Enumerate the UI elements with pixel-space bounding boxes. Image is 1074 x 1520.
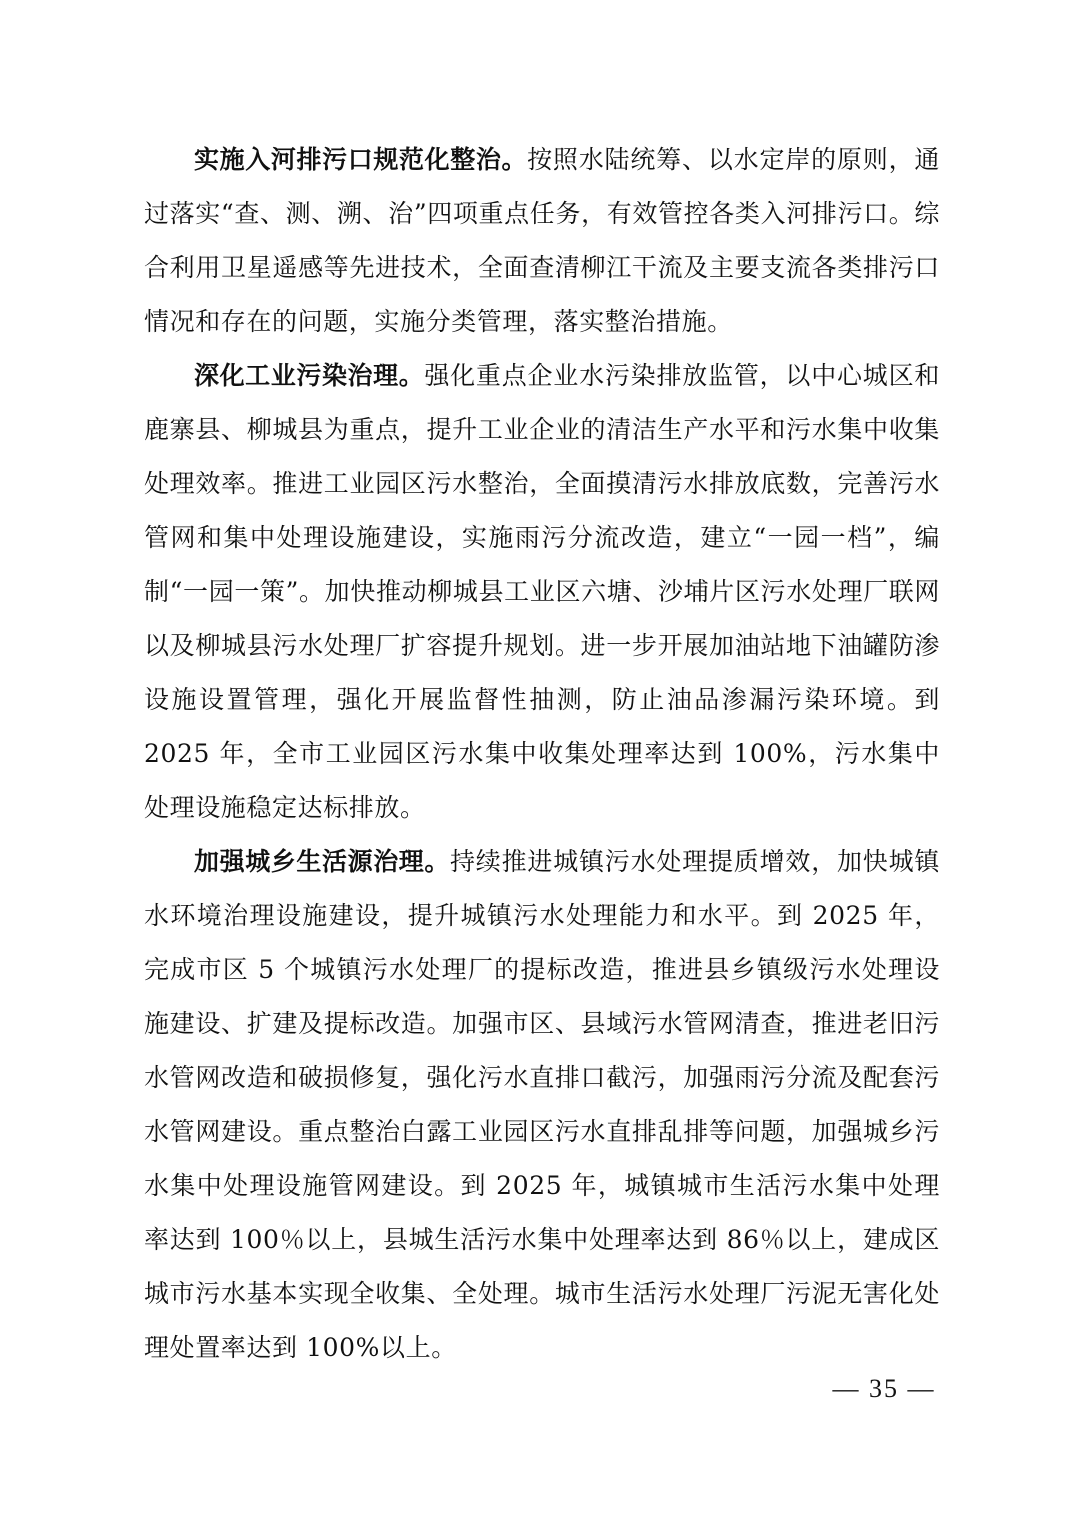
paragraph-industrial-pollution (144, 349, 940, 835)
paragraph-text: 持续推进城镇污水处理提质增效，加快城镇水环境治理设施建设，提升城镇污水处理能力和水平。到 2025 年，完成市区 5 个城镇污水处理厂的提标改造，推进县乡镇级污水处理设施建设、扩建及提标改造。加强市区、县域污水管网清查，推进老旧污水管网改造和破损修复，强化污水直排口截污，加强雨污分流及配套污水管网建设。重点整治白露工业园区污水直排乱排等问题，加强城乡污水集中处理设施管网建设。到 2025 年，城镇城市生活污水集中处理率达到 100％以上，县城生活污水集中处理率达到 86％以上，建成区城市污水基本实现全收集、全处理。城市生活污水处理厂污泥无害化处理处置率达到 100%以上。 (144, 847, 940, 1362)
paragraph-heading: 深化工业污染治理。 (194, 361, 425, 390)
paragraph-heading: 加强城乡生活源治理。 (194, 847, 450, 876)
paragraph-text: 按照水陆统筹、以水定岸的原则，通过落实“查、测、溯、治”四项重点任务，有效管控各类入河排污口。综合利用卫星遥感等先进技术，全面查清柳江干流及主要支流各类排污口情况和存在的问题，实施分类管理，落实整治措施。 (144, 145, 940, 336)
page-body (144, 133, 940, 1375)
page-number: — 35 — (832, 1374, 936, 1403)
paragraph-domestic-sewage (144, 835, 940, 1375)
paragraph-text: 强化重点企业水污染排放监管，以中心城区和鹿寨县、柳城县为重点，提升工业企业的清洁生产水平和污水集中收集处理效率。推进工业园区污水整治，全面摸清污水排放底数，完善污水管网和集中处理设施建设，实施雨污分流改造，建立“一园一档”，编制“一园一策”。加快推动柳城县工业区六塘、沙埔片区污水处理厂联网以及柳城县污水处理厂扩容提升规划。进一步开展加油站地下油罐防渗设施设置管理，强化开展监督性抽测，防止油品渗漏污染环境。到 2025 年，全市工业园区污水集中收集处理率达到 100%，污水集中处理设施稳定达标排放。 (144, 361, 941, 822)
paragraph-heading: 实施入河排污口规范化整治。 (194, 145, 528, 174)
paragraph-outfall-regulation (144, 133, 940, 349)
